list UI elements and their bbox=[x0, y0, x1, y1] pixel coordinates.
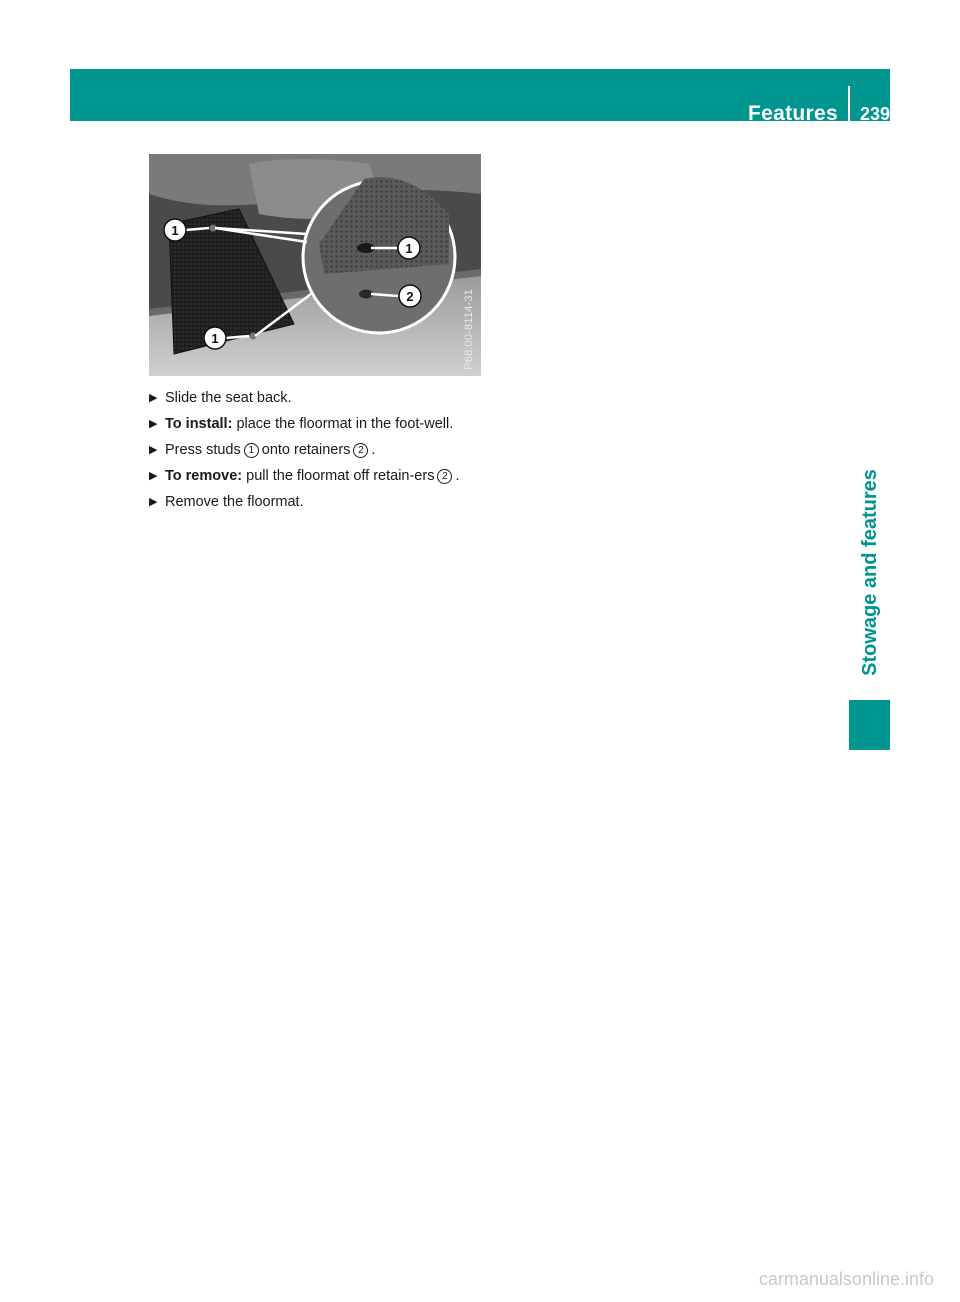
callout-2-zoom bbox=[399, 285, 421, 307]
instruction-steps bbox=[149, 388, 489, 518]
callout-1-top-left bbox=[164, 219, 186, 241]
svg-text:2: 2 bbox=[406, 289, 414, 304]
header-divider bbox=[848, 86, 850, 138]
callout-ref-1: 1 bbox=[244, 443, 259, 458]
step-label: To remove: bbox=[165, 468, 243, 484]
step-install bbox=[149, 414, 489, 435]
figure-code: P68.00-8114-31 bbox=[463, 289, 475, 370]
step-arrow-icon: ▶ bbox=[149, 392, 158, 404]
step-arrow-icon: ▶ bbox=[149, 444, 158, 456]
svg-text:1: 1 bbox=[211, 331, 219, 346]
step-text: pull the floormat off retain-ers bbox=[246, 468, 435, 484]
side-tab-label: Stowage and features bbox=[858, 468, 881, 676]
step-text: Slide the seat back. bbox=[165, 390, 292, 406]
step-remove bbox=[149, 466, 489, 487]
callout-1-zoom bbox=[398, 237, 420, 259]
floormat-figure bbox=[149, 154, 481, 376]
page-number: 239 bbox=[859, 103, 890, 124]
svg-text:1: 1 bbox=[405, 241, 413, 256]
floormat-illustration bbox=[149, 154, 481, 376]
step-text: place the floormat in the foot-well. bbox=[236, 416, 454, 432]
step-slide-seat bbox=[149, 388, 489, 409]
step-text-post: . bbox=[371, 442, 376, 458]
step-arrow-icon: ▶ bbox=[149, 470, 158, 482]
step-text: Remove the floormat. bbox=[165, 494, 304, 510]
step-press-studs bbox=[149, 440, 489, 461]
step-arrow-icon: ▶ bbox=[149, 418, 158, 430]
section-title: Features bbox=[748, 102, 838, 125]
step-text-post: . bbox=[455, 468, 460, 484]
step-label: To install: bbox=[165, 416, 233, 432]
step-text-pre: Press studs bbox=[165, 442, 241, 458]
step-remove-floormat bbox=[149, 492, 489, 513]
side-tab-marker bbox=[849, 700, 890, 750]
callout-ref-2: 2 bbox=[353, 443, 368, 458]
step-arrow-icon: ▶ bbox=[149, 496, 158, 508]
step-text-mid: onto retainers bbox=[261, 442, 351, 458]
callout-ref-2: 2 bbox=[437, 469, 452, 484]
callout-1-bottom-left bbox=[204, 327, 226, 349]
svg-text:1: 1 bbox=[171, 223, 179, 238]
header-section bbox=[748, 88, 890, 140]
watermark: carmanualsonline.info bbox=[758, 1269, 934, 1289]
